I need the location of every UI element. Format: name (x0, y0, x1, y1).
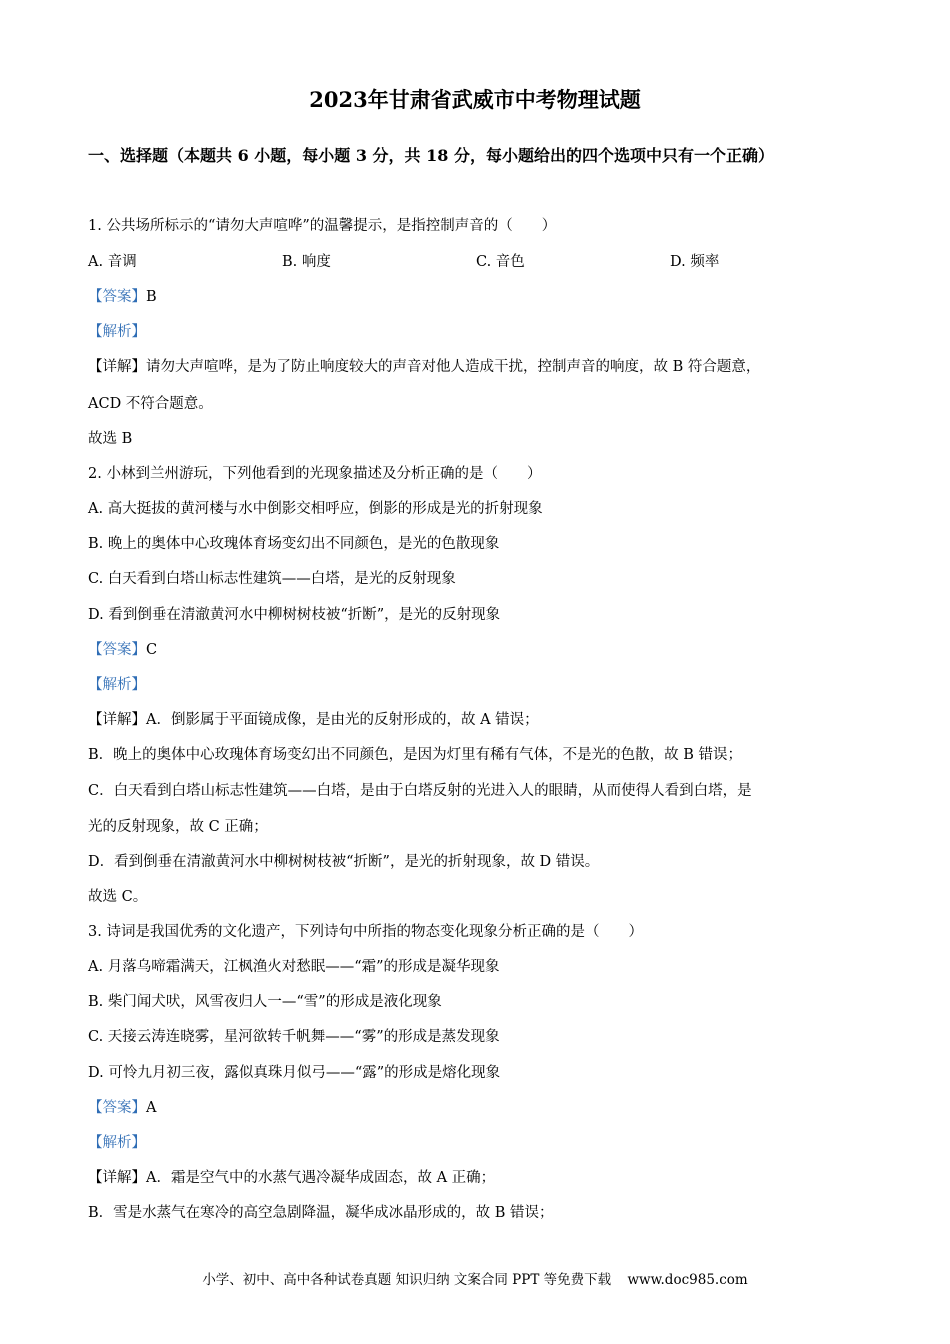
question-2-stem: 2. 小林到兰州游玩，下列他看到的光现象描述及分析正确的是（ ） (88, 466, 542, 482)
q3-analysis-label: 【解析】 (88, 1135, 146, 1151)
page-title: 2023年甘肃省武威市中考物理试题 (309, 87, 641, 112)
q2-analysis-label: 【解析】 (88, 677, 146, 693)
q2-detail-d: D．看到倒垂在清澈黄河水中柳树树枝被“折断”，是光的折射现象，故 D 错误。 (88, 854, 600, 870)
q1-conclusion: 故选 B (88, 431, 133, 447)
q2-option-b: B. 晚上的奥体中心玫瑰体育场变幻出不同颜色，是光的色散现象 (88, 536, 500, 552)
q3-option-c: C. 天接云涛连晓雾，星河欲转千帆舞——“雾”的形成是蒸发现象 (88, 1029, 500, 1045)
q1-answer (88, 285, 863, 306)
section-heading: 一、选择题（本题共 6 小题，每小题 3 分，共 18 分，每小题给出的四个选项中只有一个正确） (88, 146, 774, 165)
question-1-stem: 1. 公共场所标示的“请勿大声喧哗”的温馨提示，是指控制声音的（ ） (88, 218, 557, 234)
q1-analysis-label: 【解析】 (88, 324, 146, 340)
q2-detail-c-line-2: 光的反射现象，故 C 正确； (88, 819, 268, 835)
q2-option-d: D. 看到倒垂在清澈黄河水中柳树树枝被“折断”，是光的反射现象 (88, 607, 501, 623)
page-footer (0, 1268, 950, 1288)
q3-option-a: A. 月落乌啼霜满天，江枫渔火对愁眠——“霜”的形成是凝华现象 (88, 959, 500, 975)
q3-detail-b: B．雪是水蒸气在寒冷的高空急剧降温，凝华成冰晶形成的，故 B 错误； (88, 1205, 554, 1221)
q3-detail-a (88, 1166, 863, 1187)
q3-option-d: D. 可怜九月初三夜，露似真珠月似弓——“露”的形成是熔化现象 (88, 1065, 501, 1081)
answer-label: 【答案】 (88, 642, 146, 658)
answer-value: C (146, 642, 158, 658)
q1-detail-line-2: ACD 不符合题意。 (88, 396, 213, 412)
q1-option-d: D. 频率 (670, 254, 720, 270)
answer-value: B (146, 289, 157, 305)
q3-option-b: B. 柴门闻犬吠，风雪夜归人一—“雪”的形成是液化现象 (88, 994, 442, 1010)
detail-text: A．倒影属于平面镜成像，是由光的反射形成的，故 A 错误； (146, 712, 539, 728)
q2-option-c: C. 白天看到白塔山标志性建筑——白塔，是光的反射现象 (88, 571, 456, 587)
detail-label: 【详解】 (88, 712, 146, 728)
q2-detail-a (88, 708, 863, 729)
footer-slogan: 小学、初中、高中各种试卷真题 知识归纳 文案合同 PPT 等免费下载 (202, 1272, 612, 1288)
detail-label: 【详解】 (88, 359, 146, 375)
q1-option-b: B. 响度 (282, 254, 331, 270)
q1-detail-line-1 (88, 355, 863, 376)
q2-detail-b: B．晚上的奥体中心玫瑰体育场变幻出不同颜色，是因为灯里有稀有气体，不是光的色散，故 B 错误； (88, 747, 743, 763)
detail-text: A．霜是空气中的水蒸气遇冷凝华成固态，故 A 正确； (146, 1170, 496, 1186)
q2-detail-c-line-1: C．白天看到白塔山标志性建筑——白塔，是由于白塔反射的光进入人的眼睛，从而使得人看到白塔，是 (88, 783, 752, 799)
detail-text: 请勿大声喧哗，是为了防止响度较大的声音对他人造成干扰，控制声音的响度，故 B 符合题意， (146, 359, 761, 375)
answer-value: A (146, 1100, 157, 1116)
q2-conclusion: 故选 C。 (88, 889, 148, 905)
answer-label: 【答案】 (88, 289, 146, 305)
question-3-stem: 3. 诗词是我国优秀的文化遗产，下列诗句中所指的物态变化现象分析正确的是（ ） (88, 924, 643, 940)
footer-site-link[interactable]: www.doc985.com (627, 1272, 748, 1288)
q3-answer (88, 1096, 863, 1117)
q2-option-a: A. 高大挺拔的黄河楼与水中倒影交相呼应，倒影的形成是光的折射现象 (88, 501, 543, 517)
q1-option-c: C. 音色 (476, 254, 525, 270)
detail-label: 【详解】 (88, 1170, 146, 1186)
q1-option-a: A. 音调 (88, 254, 137, 270)
q2-answer (88, 638, 863, 659)
answer-label: 【答案】 (88, 1100, 146, 1116)
